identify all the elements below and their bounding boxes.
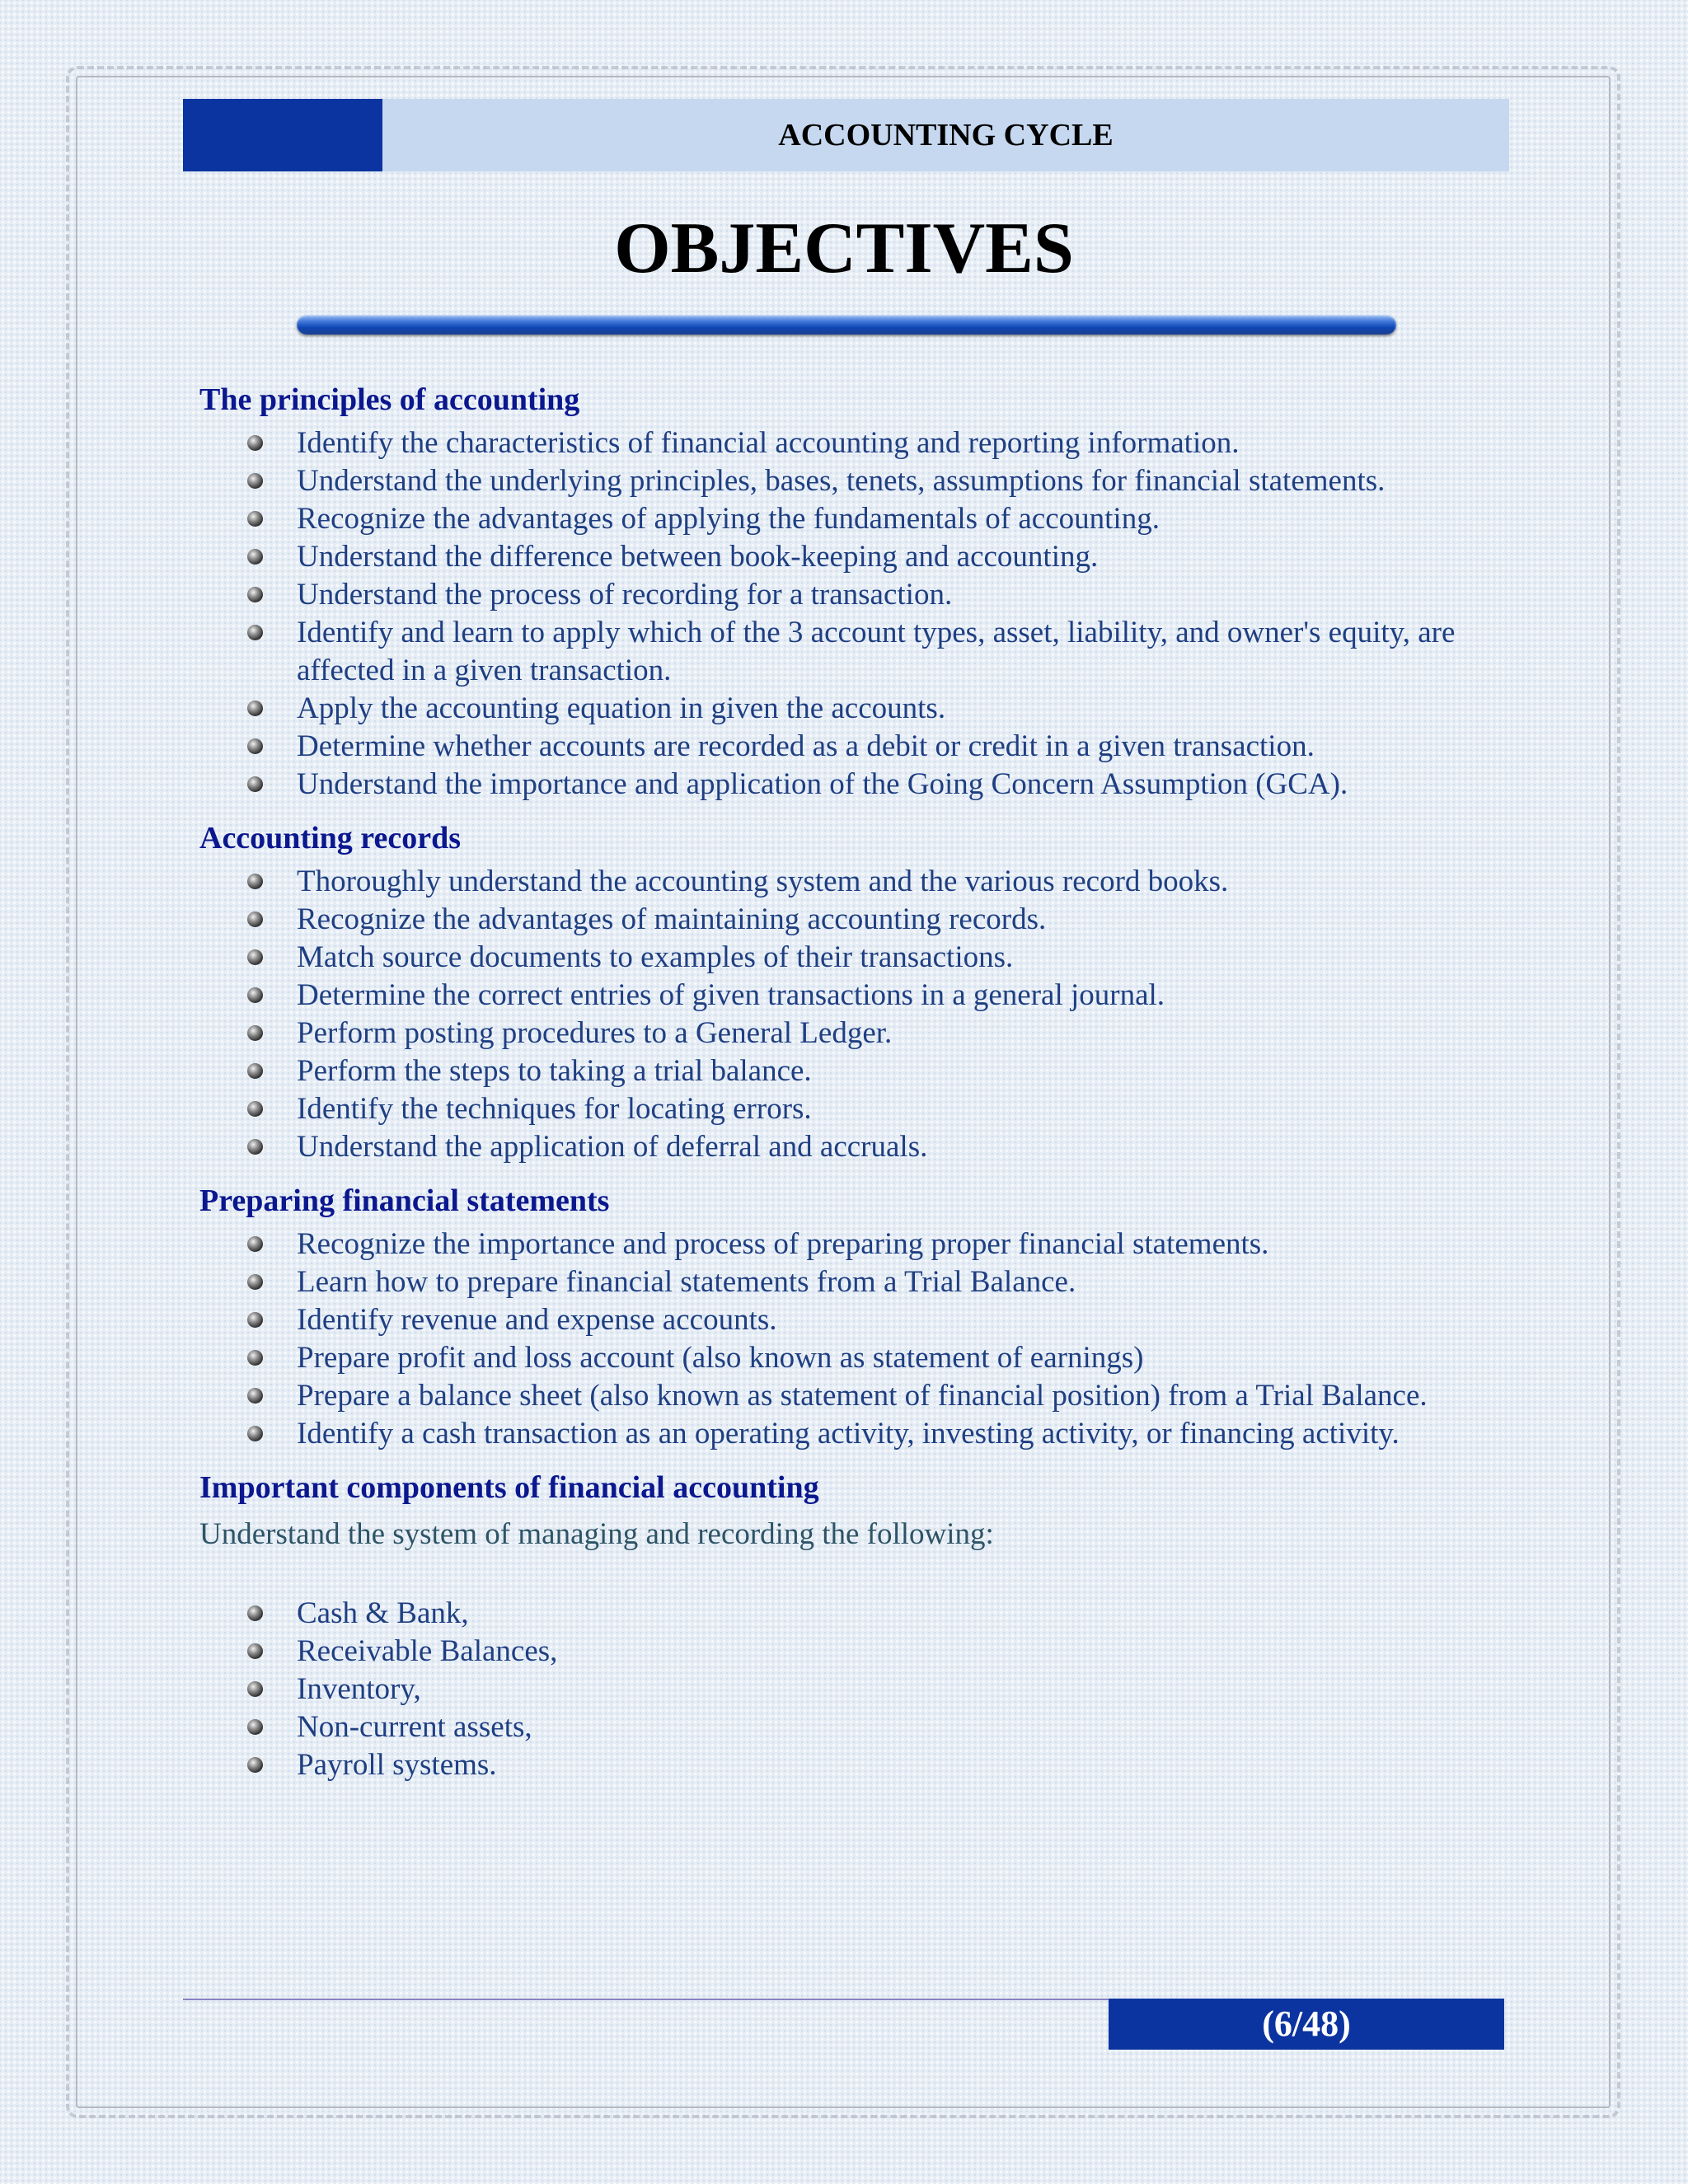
section-heading-statements: Preparing financial statements [199, 1183, 610, 1218]
bullet-icon [247, 1719, 263, 1735]
bullet-icon [247, 1139, 263, 1155]
list-item: Payroll systems. [297, 1746, 1502, 1784]
bullet-icon [247, 1388, 263, 1404]
section-heading-principles: The principles of accounting [199, 382, 580, 417]
bullet-icon [247, 1025, 263, 1041]
list-item: Determine the correct entries of given transactions in a general journal. [297, 977, 1502, 1015]
list-item: Apply the accounting equation in given the accounts. [297, 690, 1502, 728]
list-item: Prepare profit and loss account (also known as statement of earnings) [297, 1339, 1502, 1377]
list-item: Prepare a balance sheet (also known as statement of financial position) from a Trial Balance. [297, 1377, 1502, 1415]
list-item: Understand the underlying principles, bases, tenets, assumptions for financial statements. [297, 462, 1502, 500]
header-bar [183, 99, 1509, 171]
list-item: Inventory, [297, 1671, 1502, 1708]
bullet-icon [247, 1426, 263, 1441]
section-heading-records: Accounting records [199, 821, 461, 855]
header-title: ACCOUNTING CYCLE [778, 118, 1114, 152]
statements-list [199, 1226, 1502, 1453]
list-item: Identify the characteristics of financial accounting and reporting information. [297, 424, 1502, 462]
header-accent-block [183, 99, 382, 171]
list-item: Understand the process of recording for a transaction. [297, 576, 1502, 614]
components-list [199, 1595, 1502, 1784]
bullet-icon [247, 625, 263, 640]
bullet-icon [247, 738, 263, 754]
bullet-icon [247, 1350, 263, 1366]
bullet-icon [247, 511, 263, 527]
bullet-icon [247, 587, 263, 602]
list-item: Cash & Bank, [297, 1595, 1502, 1633]
list-item: Match source documents to examples of their transactions. [297, 939, 1502, 977]
bullet-icon [247, 549, 263, 565]
records-list [199, 863, 1502, 1166]
bullet-icon [247, 1274, 263, 1290]
list-item: Identify a cash transaction as an operating activity, investing activity, or financing activity. [297, 1415, 1502, 1453]
bullet-icon [247, 949, 263, 965]
objectives-content [199, 375, 1502, 1794]
list-item: Identify and learn to apply which of the 3 account types, asset, liability, and owner's equity, are affected in a given transaction. [297, 614, 1502, 690]
list-item: Recognize the advantages of maintaining accounting records. [297, 901, 1502, 939]
bullet-icon [247, 987, 263, 1003]
bullet-icon [247, 701, 263, 716]
list-item: Identify the techniques for locating errors. [297, 1090, 1502, 1128]
section-heading-components: Important components of financial accounting [199, 1470, 819, 1505]
list-item: Understand the application of deferral and accruals. [297, 1128, 1502, 1166]
page-number: (6/48) [1109, 1999, 1504, 2050]
bullet-icon [247, 1236, 263, 1252]
bullet-icon [247, 1101, 263, 1117]
list-item: Non-current assets, [297, 1708, 1502, 1746]
bullet-icon [247, 1681, 263, 1697]
list-item: Understand the importance and application of the Going Concern Assumption (GCA). [297, 766, 1502, 804]
bullet-icon [247, 1757, 263, 1773]
page-title: OBJECTIVES [614, 209, 1074, 288]
list-item: Recognize the importance and process of preparing proper financial statements. [297, 1226, 1502, 1263]
list-item: Understand the difference between book-keeping and accounting. [297, 538, 1502, 576]
list-item: Recognize the advantages of applying the fundamentals of accounting. [297, 500, 1502, 538]
bullet-icon [247, 435, 263, 451]
list-item: Perform posting procedures to a General Ledger. [297, 1015, 1502, 1052]
principles-list [199, 424, 1502, 804]
list-item: Thoroughly understand the accounting system and the various record books. [297, 863, 1502, 901]
bullet-icon [247, 912, 263, 927]
title-underline-bar [297, 315, 1396, 335]
list-item: Receivable Balances, [297, 1633, 1502, 1671]
bullet-icon [247, 776, 263, 792]
components-intro: Understand the system of managing and recording the following: [199, 1517, 994, 1551]
bullet-icon [247, 1063, 263, 1079]
list-item: Learn how to prepare financial statements from a Trial Balance. [297, 1263, 1502, 1301]
bullet-icon [247, 874, 263, 889]
list-item: Determine whether accounts are recorded as a debit or credit in a given transaction. [297, 728, 1502, 766]
list-item: Identify revenue and expense accounts. [297, 1301, 1502, 1339]
bullet-icon [247, 473, 263, 489]
bullet-icon [247, 1605, 263, 1621]
bullet-icon [247, 1643, 263, 1659]
bullet-icon [247, 1312, 263, 1328]
list-item: Perform the steps to taking a trial balance. [297, 1052, 1502, 1090]
